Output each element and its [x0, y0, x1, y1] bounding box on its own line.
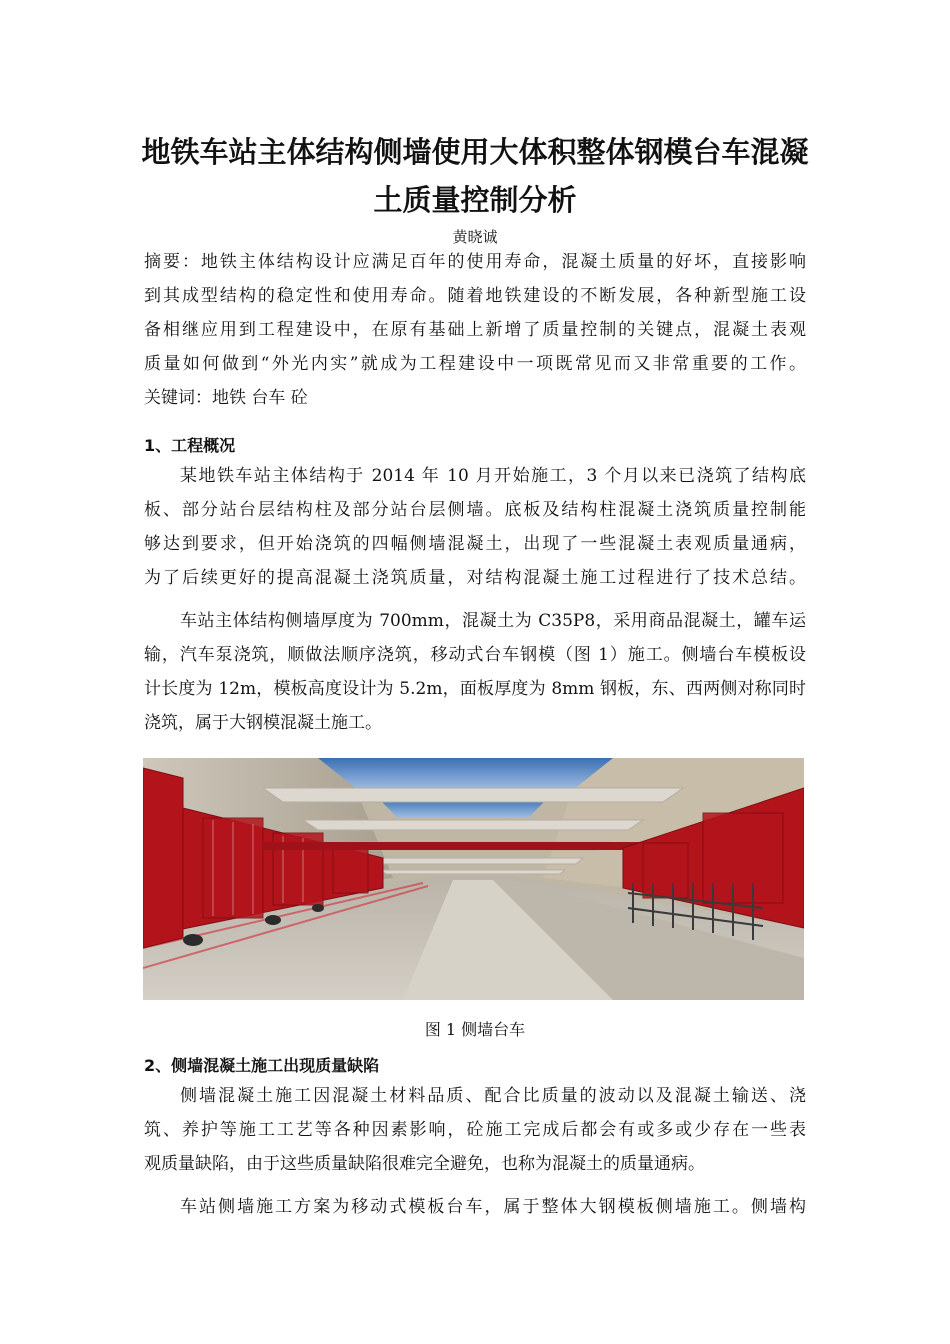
section-1-paragraph-1 [144, 459, 806, 595]
paragraph-line: 某地铁车站主体结构于 2014 年 10 月开始施工，3 个月以来已浇筑了结构底 [180, 466, 806, 486]
section-2-paragraph-1 [144, 1079, 806, 1181]
abstract-line: 备相继应用到工程建设中，在原有基础上新增了质量控制的关键点，混凝土表观 [144, 320, 806, 340]
abstract-line: 质量如何做到“外光内实”就成为工程建设中一项既常见而又非常重要的工作。 [144, 354, 806, 374]
keywords: 关键词：地铁 台车 砼 [144, 388, 308, 408]
paragraph-line: 观质量缺陷，由于这些质量缺陷很难完全避免，也称为混凝土的质量通病。 [144, 1154, 705, 1174]
section-2-heading: 2、侧墙混凝土施工出现质量缺陷 [144, 1056, 380, 1075]
section-1-paragraph-2 [144, 604, 806, 740]
paragraph-line: 车站主体结构侧墙厚度为 700mm，混凝土为 C35P8，采用商品混凝土，罐车运 [180, 611, 806, 631]
paragraph-line: 侧墙混凝土施工因混凝土材料品质、配合比质量的波动以及混凝土输送、浇 [180, 1086, 806, 1106]
paragraph-line: 够达到要求，但开始浇筑的四幅侧墙混凝土，出现了一些混凝土表观质量通病， [144, 534, 806, 554]
abstract-line: 摘要：地铁主体结构设计应满足百年的使用寿命，混凝土质量的好坏，直接影响 [144, 252, 806, 272]
title-line-1: 地铁车站主体结构侧墙使用大体积整体钢模台车混凝 [141, 135, 809, 169]
abstract-line: 到其成型结构的稳定性和使用寿命。随着地铁建设的不断发展，各种新型施工设 [144, 286, 806, 306]
section-1-heading: 1、工程概况 [144, 436, 236, 455]
paragraph-line: 车站侧墙施工方案为移动式模板台车，属于整体大钢模板侧墙施工。侧墙构 [180, 1197, 806, 1217]
paragraph-line: 输，汽车泵浇筑，顺做法顺序浇筑，移动式台车钢模（图 1）施工。侧墙台车模板设 [144, 645, 806, 665]
paragraph-line: 筑、养护等施工工艺等各种因素影响，砼施工完成后都会有或多或少存在一些表 [144, 1120, 806, 1140]
title-line-2: 土质量控制分析 [373, 183, 577, 217]
paragraph-line: 计长度为 12m，模板高度设计为 5.2m，面板厚度为 8mm 钢板，东、西两侧对称同时 [144, 679, 806, 699]
figure-caption: 图 1 侧墙台车 [424, 1020, 526, 1039]
paragraph-line: 板、部分站台层结构柱及部分站台层侧墙。底板及结构柱混凝土浇筑质量控制能 [144, 500, 806, 520]
paragraph-line: 为了后续更好的提高混凝土浇筑质量，对结构混凝土施工过程进行了技术总结。 [144, 568, 806, 588]
paragraph-line: 浇筑，属于大钢模混凝土施工。 [144, 713, 382, 733]
author: 黄晓诚 [452, 228, 498, 246]
section-2-paragraph-2 [144, 1190, 806, 1224]
trolley-rendering-image [143, 758, 804, 1000]
abstract [144, 245, 806, 415]
side-wall-trolley-figure [143, 758, 804, 1000]
